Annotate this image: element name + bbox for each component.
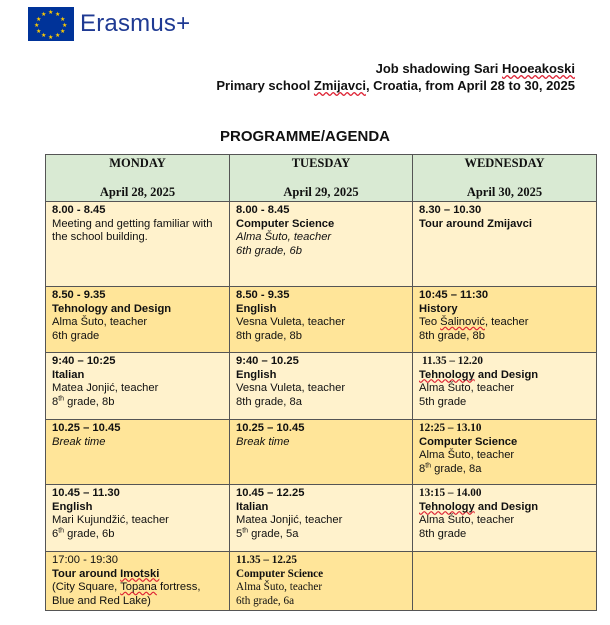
day-header-wednesday: WEDNESDAY April 30, 2025 (413, 155, 597, 202)
day-header-monday: MONDAY April 28, 2025 (46, 155, 230, 202)
brand-name: Erasmus+ (80, 10, 191, 37)
erasmus-logo (28, 6, 190, 42)
table-cell: 12:25 – 13.10 Computer Science Alma Šuto, teacher 8th grade, 8a (413, 420, 597, 485)
table-cell: 10.25 – 10.45 Break time (230, 420, 413, 485)
table-cell: 9:40 – 10:25 Italian Matea Jonjić, teacher 8th grade, 8b (46, 353, 230, 420)
table-row (46, 552, 597, 611)
table-row (46, 485, 597, 552)
page-title: PROGRAMME/AGENDA (219, 128, 390, 145)
table-cell: 8.50 - 9.35 Tehnology and Design Alma Šuto, teacher 6th grade (46, 287, 230, 353)
table-cell: 8.30 – 10.30 Tour around Zmijavci (413, 202, 597, 287)
table-cell-empty (413, 552, 597, 611)
table-row (46, 420, 597, 485)
table-cell: 11.35 – 12.20 Tehnology and Design Alma Šuto, teacher 5th grade (413, 353, 597, 420)
table-cell: 10:45 – 11:30 History Teo Šalinović, teacher 8th grade, 8b (413, 287, 597, 353)
header-line-1: Job shadowing Sari Hooeakoski (375, 61, 575, 76)
table-row (46, 287, 597, 353)
table-cell: 13:15 – 14.00 Tehnology and Design Alma Šuto, teacher 8th grade (413, 485, 597, 552)
table-cell: 17:00 - 19:30 Tour around Imotski (City Square, Topana fortress, Blue and Red Lake) (46, 552, 230, 611)
table-cell: 10.45 – 11.30 English Mari Kujundžić, teacher 6th grade, 6b (46, 485, 230, 552)
header-line-2: Primary school Zmijavci, Croatia, from April 28 to 30, 2025 (216, 78, 575, 93)
table-cell: 8.00 - 8.45 Meeting and getting familiar with the school building. (46, 202, 230, 287)
table-row (46, 202, 597, 287)
table-cell: 8.50 - 9.35 English Vesna Vuleta, teacher 8th grade, 8b (230, 287, 413, 353)
table-cell: 9:40 – 10.25 English Vesna Vuleta, teacher 8th grade, 8a (230, 353, 413, 420)
table-cell: 10.25 – 10.45 Break time (46, 420, 230, 485)
table-cell: 8.00 - 8.45 Computer Science Alma Šuto, teacher 6th grade, 6b (230, 202, 413, 287)
day-header-tuesday: TUESDAY April 29, 2025 (230, 155, 413, 202)
table-header-row (46, 155, 597, 202)
eu-flag-icon: ★ ★ ★ ★ ★ ★ ★ ★ ★ ★ ★ ★ (28, 7, 74, 41)
table-row (46, 353, 597, 420)
table-cell: 11.35 – 12.25 Computer Science Alma Šuto, teacher 6th grade, 6a (230, 552, 413, 611)
table-cell: 10.45 – 12.25 Italian Matea Jonjić, teacher 5th grade, 5a (230, 485, 413, 552)
agenda-table (45, 154, 597, 611)
